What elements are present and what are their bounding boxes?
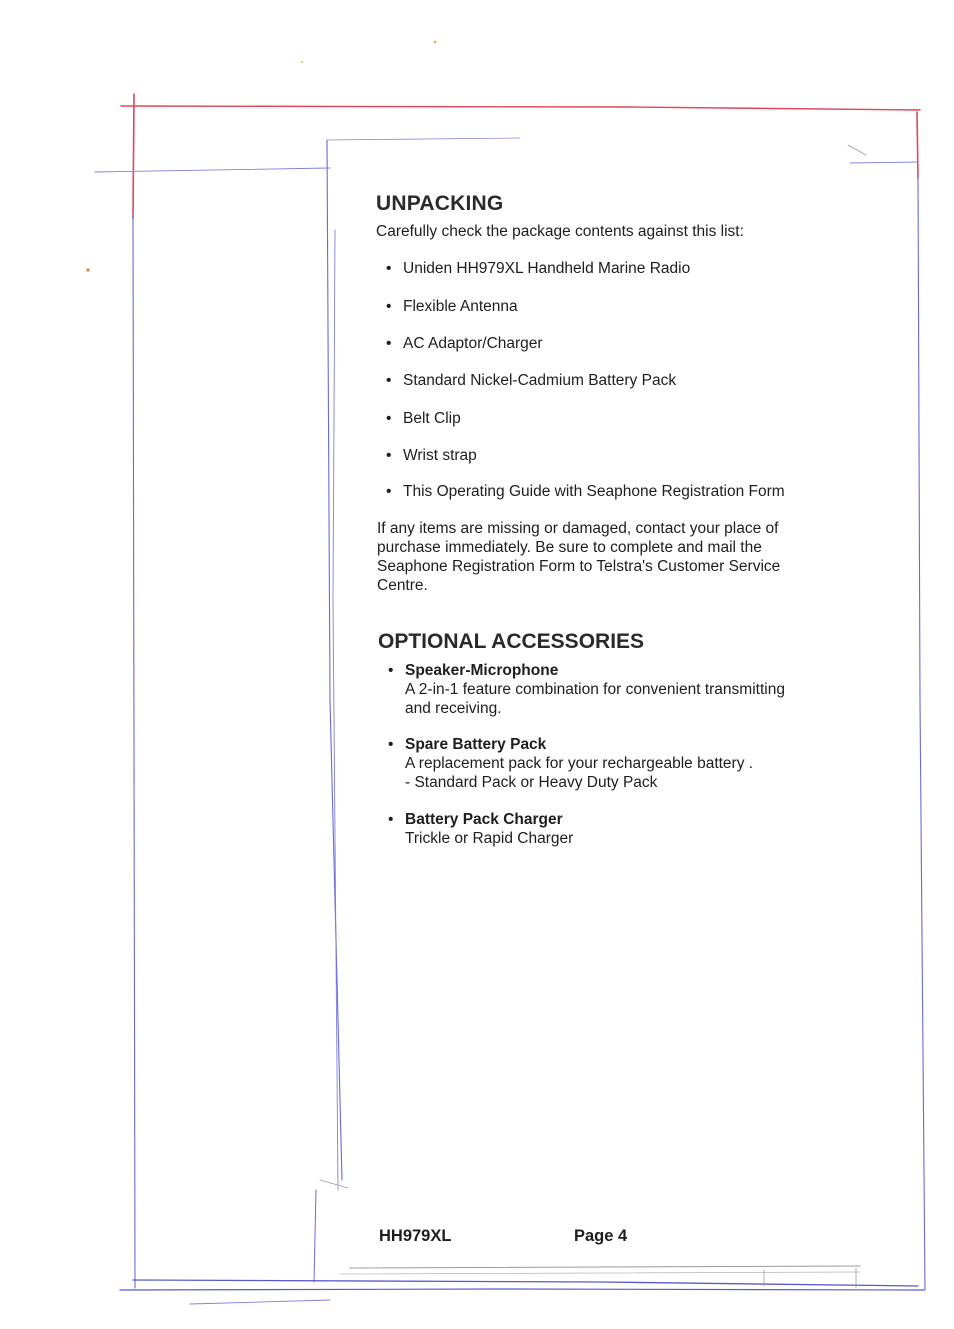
inner-blue-line-3 <box>314 1190 316 1282</box>
left-red-line <box>133 94 134 218</box>
accessory-description: A replacement pack for your rechargeable battery . <box>405 755 754 772</box>
bullet-icon: • <box>386 483 392 500</box>
corner-stroke <box>848 145 866 155</box>
accessory-spare-battery-pack <box>388 735 825 792</box>
list-item: • Flexible Antenna <box>386 298 518 315</box>
bottom-blue-line <box>133 1280 918 1286</box>
accessory-name: Speaker-Microphone <box>405 662 559 679</box>
bottom-blue-line-3 <box>190 1300 330 1304</box>
right-horizontal-line <box>850 162 918 163</box>
bullet-icon: • <box>386 298 392 315</box>
accessory-description: A 2-in-1 feature combination for convenient transmitting <box>405 681 785 698</box>
list-item: • Wrist strap <box>386 447 477 464</box>
inner-blue-line-2 <box>333 230 338 1190</box>
missing-items-note: If any items are missing or damaged, contact your place of purchase immediately. Be sure to complete and mail the Seaphone Registration Form to Telstra's Customer Service Centre. <box>377 520 781 594</box>
unpacking-intro: Carefully check the package contents against this list: <box>376 223 744 240</box>
bullet-icon: • <box>388 811 394 828</box>
bullet-icon: • <box>386 410 392 427</box>
footer-model: HH979XL <box>379 1227 452 1245</box>
bullet-icon: • <box>386 260 392 277</box>
bottom-gray-line <box>350 1266 860 1268</box>
accessory-name: Battery Pack Charger <box>405 811 563 828</box>
list-item: • This Operating Guide with Seaphone Registration Form <box>386 483 785 500</box>
bullet-icon: • <box>388 662 394 679</box>
accessory-name: Spare Battery Pack <box>405 736 547 753</box>
bullet-icon: • <box>386 372 392 389</box>
right-blue-line <box>918 175 925 1290</box>
inner-top-line <box>327 138 520 140</box>
accessory-battery-pack-charger <box>388 810 825 848</box>
short-gray-line <box>320 1180 348 1188</box>
accessories-heading: OPTIONAL ACCESSORIES <box>378 630 645 653</box>
page-number: Page 4 <box>574 1227 628 1245</box>
accessory-description: - Standard Pack or Heavy Duty Pack <box>405 774 658 791</box>
unpacking-heading: UNPACKING <box>376 192 504 215</box>
accessory-description: Trickle or Rapid Charger <box>405 830 574 847</box>
top-red-line <box>121 106 920 110</box>
list-item: • Standard Nickel-Cadmium Battery Pack <box>386 372 677 389</box>
bullet-icon: • <box>386 447 392 464</box>
bullet-icon: • <box>388 736 394 753</box>
accessory-speaker-microphone <box>388 661 825 718</box>
list-item: • Belt Clip <box>386 410 461 427</box>
left-blue-line <box>133 215 135 1288</box>
right-red-line <box>917 112 918 178</box>
list-item: • AC Adaptor/Charger <box>386 335 543 352</box>
bottom-blue-line-2 <box>120 1289 924 1290</box>
list-item: • Uniden HH979XL Handheld Marine Radio <box>386 260 691 277</box>
bottom-gray-line-2 <box>340 1272 860 1274</box>
bullet-icon: • <box>386 335 392 352</box>
left-horizontal-line <box>95 168 330 172</box>
accessory-description: and receiving. <box>405 700 502 717</box>
